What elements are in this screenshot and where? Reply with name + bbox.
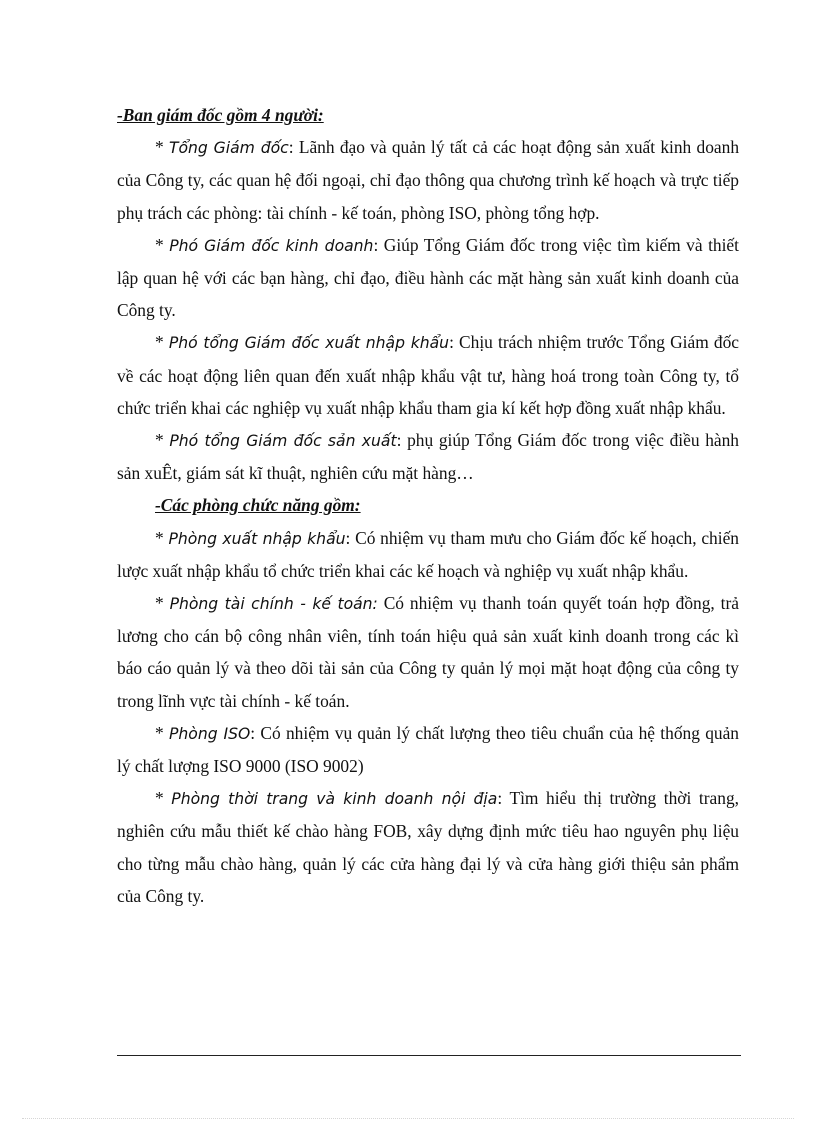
paragraph-iso-dept — [117, 717, 739, 782]
bullet-marker: * — [155, 137, 169, 158]
term-deputy-import-export: Phó tổng Giám đốc xuất nhập khẩu — [168, 334, 450, 353]
paragraph-general-director — [117, 131, 739, 229]
paragraph-import-export-dept — [117, 522, 739, 587]
term-deputy-production: Phó tổng Giám đốc sản xuất — [169, 432, 397, 451]
term-finance-dept: Phòng tài chính - kế toán: — [169, 595, 378, 614]
bullet-marker: * — [155, 593, 170, 614]
bullet-marker: * — [155, 234, 170, 255]
bullet-marker: * — [155, 527, 169, 548]
paragraph-body: : Chịu trách nhiệm trước Tổng Giám đốc về các hoạt động liên quan đến xuất nhập khẩu vật tư, hàng hoá trong toàn Công ty, tổ chức triển khai các nghiệp vụ xuất nhập khẩu tham gia kí kết hợp đồng xuất nhập khẩu. — [117, 332, 739, 418]
section-heading-board: -Ban giám đốc gồm 4 người: — [117, 105, 324, 125]
paragraph-deputy-import-export — [117, 326, 739, 424]
paragraph-fashion-dept — [117, 782, 739, 912]
paragraph-deputy-production — [117, 424, 739, 489]
term-fashion-dept: Phòng thời trang và kinh doanh nội địa — [171, 790, 498, 809]
document-page — [117, 99, 739, 912]
paragraph-body: Có nhiệm vụ thanh toán quyết toán hợp đồng, trả lương cho cán bộ công nhân viên, tính toán hiệu quả sản xuất kinh doanh trong các kì báo cáo quản lý và theo dõi tài sản của Công ty quản lý mọi mặt hoạt động của công ty trong lĩnh vực tài chính - kế toán. — [117, 593, 739, 711]
bullet-marker: * — [155, 788, 172, 809]
paragraph-deputy-business — [117, 229, 739, 327]
paragraph-body: : Có nhiệm vụ tham mưu cho Giám đốc kế hoạch, chiến lược xuất nhập khẩu tổ chức triển khai các kế hoạch và nghiệp vụ xuất nhập khẩu. — [117, 527, 740, 581]
bullet-marker: * — [155, 722, 169, 743]
bullet-marker: * — [155, 332, 169, 353]
paragraph-finance-dept — [117, 587, 739, 717]
paragraph-body: : Giúp Tổng Giám đốc trong việc tìm kiếm và thiết lập quan hệ với các bạn hàng, chỉ đạo, điều hành các mặt hàng sản xuất kinh doanh của Công ty. — [117, 234, 739, 321]
term-deputy-business: Phó Giám đốc kinh doanh — [169, 236, 374, 255]
footer-rule — [117, 1055, 741, 1056]
bullet-marker: * — [155, 430, 170, 451]
paragraph-body: : Có nhiệm vụ quản lý chất lượng theo tiêu chuẩn của hệ thống quản lý chất lượng ISO 9000 (ISO 9002) — [117, 722, 740, 777]
page-edge-divider — [22, 1118, 794, 1119]
paragraph-body: : Tìm hiểu thị trường thời trang, nghiên cứu mẫu thiết kế chào hàng FOB, xây dựng định mức tiêu hao nguyên phụ liệu cho từng mẫu chào hàng, quản lý các cửa hàng đại lý và cửa hàng giới thiệu sản phẩm của Công ty. — [117, 788, 739, 906]
term-iso-dept: Phòng ISO — [169, 724, 251, 743]
term-general-director: Tổng Giám đốc — [168, 139, 289, 158]
section-heading-departments: -Các phòng chức năng gồm: — [155, 495, 361, 516]
paragraph-body: : Lãnh đạo và quản lý tất cả các hoạt động sản xuất kinh doanh của Công ty, các quan hệ đối ngoại, chỉ đạo thông qua chương trình kế hoạch và trực tiếp phụ trách các phòng: tài chính - kế toán, phòng ISO, phòng tổng hợp. — [117, 137, 740, 223]
term-import-export-dept: Phòng xuất nhập khẩu — [168, 529, 346, 548]
paragraph-body: : phụ giúp Tổng Giám đốc trong việc điều hành sản xuÊt, giám sát kĩ thuật, nghiên cứu mặt hàng… — [117, 430, 739, 484]
